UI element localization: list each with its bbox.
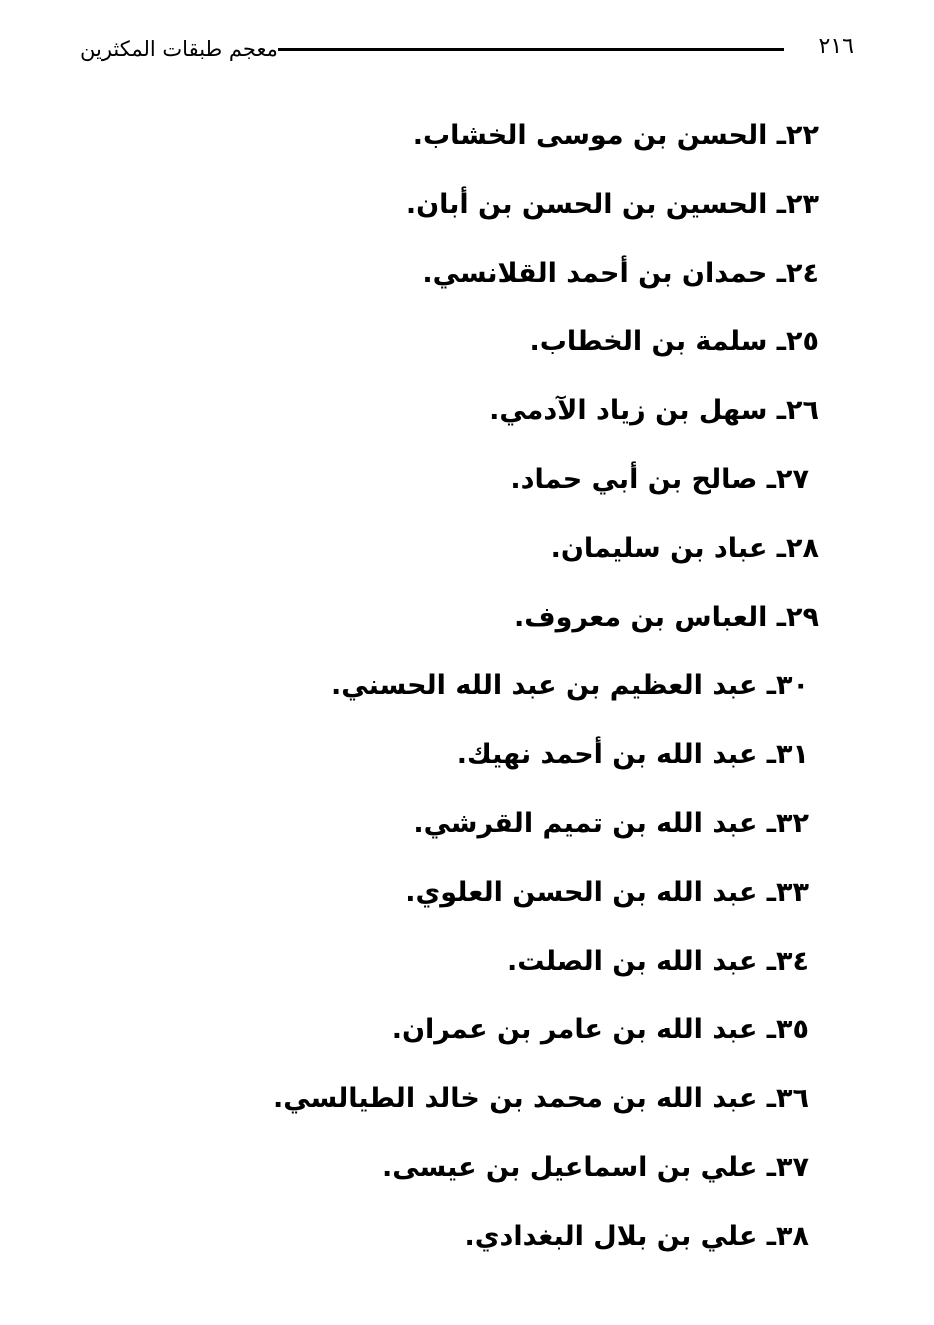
narrator-list <box>259 106 819 1276</box>
list-item: ٣٧ـ علي بن اسماعيل بن عيسى. <box>382 1151 809 1183</box>
list-item: ٣٤ـ عبد الله بن الصلت. <box>507 945 809 977</box>
list-item: ٣١ـ عبد الله بن أحمد نهيك. <box>456 739 809 771</box>
list-item: ٢٥ـ سلمة بن الخطاب. <box>529 326 819 358</box>
list-item: ٣٥ـ عبد الله بن عامر بن عمران. <box>391 1014 809 1046</box>
list-item: ٢٤ـ حمدان بن أحمد القلانسي. <box>422 257 819 289</box>
book-title: معجم طبقات المكثرين <box>80 37 278 61</box>
running-header <box>80 32 854 68</box>
list-item: ٢٩ـ العباس بن معروف. <box>513 601 819 633</box>
list-item: ٣٦ـ عبد الله بن محمد بن خالد الطيالسي. <box>273 1083 809 1115</box>
list-item: ٢٣ـ الحسين بن الحسن بن أبان. <box>405 188 819 220</box>
list-item: ٢٦ـ سهل بن زياد الآدمي. <box>489 395 819 427</box>
list-item: ٣٠ـ عبد العظيم بن عبد الله الحسني. <box>331 670 809 702</box>
list-item: ٣٣ـ عبد الله بن الحسن العلوي. <box>405 876 809 908</box>
page-number: ٢١٦ <box>818 34 854 59</box>
list-item: ٢٢ـ الحسن بن موسى الخشاب. <box>412 120 819 151</box>
list-item: ٣٢ـ عبد الله بن تميم القرشي. <box>413 807 809 839</box>
list-item: ٢٨ـ عباد بن سليمان. <box>550 532 819 564</box>
list-item: ٣٨ـ علي بن بلال البغدادي. <box>464 1220 809 1252</box>
header-rule <box>278 48 784 51</box>
list-item: ٢٧ـ صالح بن أبي حماد. <box>510 463 809 495</box>
